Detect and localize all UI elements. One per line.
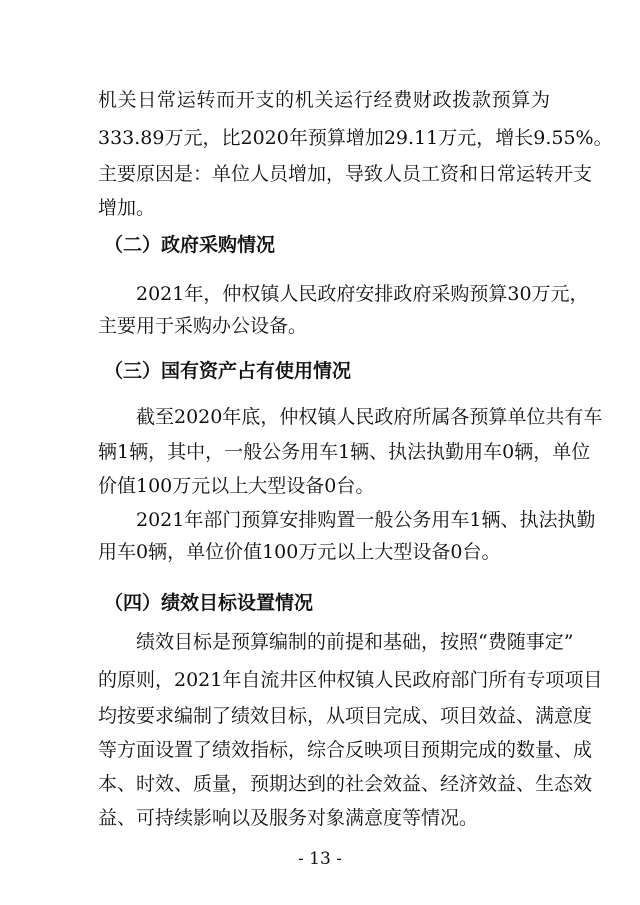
paragraph-line: 2021年部门预算安排购置一般公务用车1辆、执法执勤: [136, 509, 596, 531]
paragraph-line: 主要原因是：单位人员增加，导致人员工资和日常运转开支: [98, 163, 593, 185]
paragraph-line: 机关日常运转而开支的机关运行经费财政拨款预算为: [98, 89, 550, 111]
section-heading-assets: （三）国有资产占有使用情况: [104, 360, 352, 382]
page-number: - 13 -: [298, 849, 342, 869]
paragraph-line: 333.89万元，比2020年预算增加29.11万元，增长9.55%。: [98, 127, 613, 149]
paragraph-line: 等方面设置了绩效指标，综合反映项目预期完成的数量、成: [98, 739, 593, 761]
section-heading-procurement: （二）政府采购情况: [104, 234, 276, 256]
paragraph-line: 增加。: [98, 197, 156, 219]
paragraph-line: 主要用于采购办公设备。: [98, 315, 308, 337]
section-heading-performance: （四）绩效目标设置情况: [104, 592, 314, 614]
paragraph-line: 的原则，2021年自流井区仲权镇人民政府部门所有专项项目: [98, 669, 603, 691]
paragraph-line: 均按要求编制了绩效目标，从项目完成、项目效益、满意度: [98, 705, 593, 727]
paragraph-line: 价值100万元以上大型设备0台。: [98, 475, 375, 497]
paragraph-line: 用车0辆，单位价值100万元以上大型设备0台。: [98, 541, 501, 563]
paragraph-line: 本、时效、质量，预期达到的社会效益、经济效益、生态效: [98, 773, 593, 795]
paragraph-line: 截至2020年底，仲权镇人民政府所属各预算单位共有车: [136, 406, 603, 428]
paragraph-line: 辆1辆，其中，一般公务用车1辆、执法执勤用车0辆，单位: [98, 441, 591, 463]
paragraph-line: 益、可持续影响以及服务对象满意度等情况。: [98, 807, 479, 829]
paragraph-line: 2021年，仲权镇人民政府安排政府采购预算30万元，: [136, 283, 589, 305]
paragraph-line: 绩效目标是预算编制的前提和基础，按照“费随事定”: [136, 631, 574, 653]
